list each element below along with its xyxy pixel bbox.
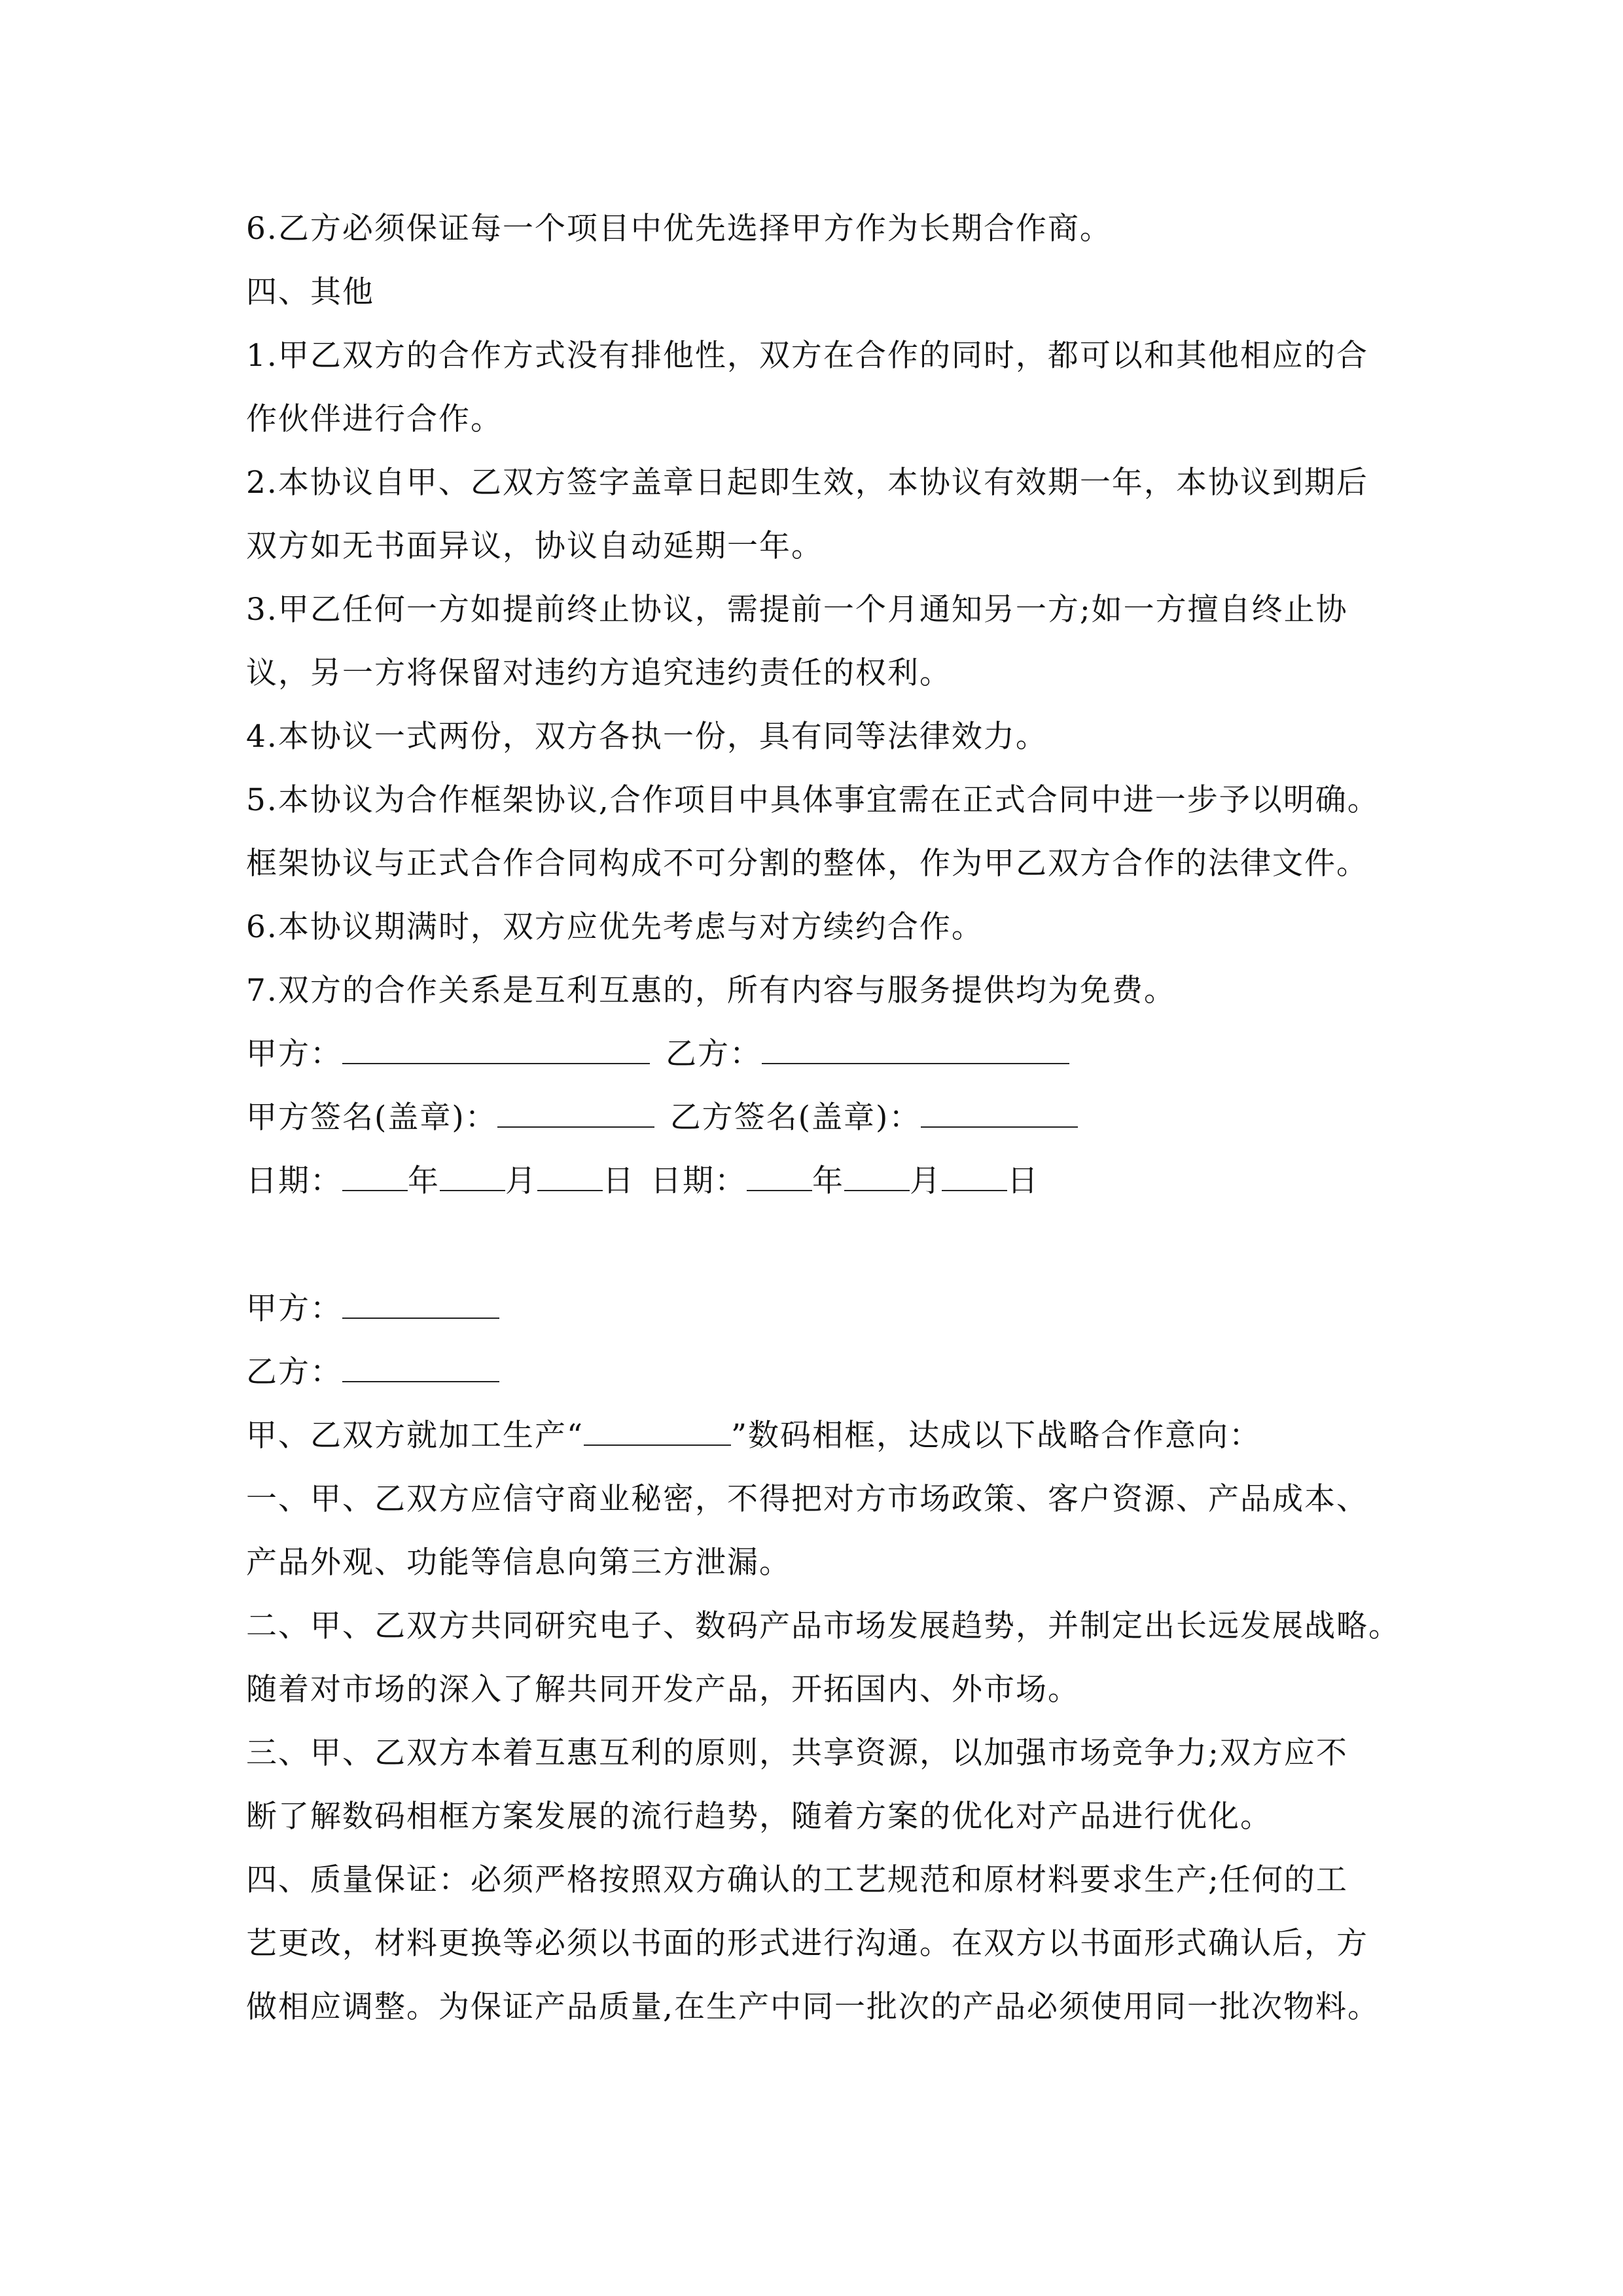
party-a-label: 甲方：	[246, 1036, 342, 1072]
section-heading: 四、其他	[246, 274, 374, 310]
party-b-blank[interactable]	[762, 1034, 1069, 1064]
signature-line	[246, 1097, 1078, 1139]
clause-text: 4.本协议一式两份，双方各执一份，具有同等法律效力。	[246, 719, 1048, 755]
party-b-label: 乙方：	[246, 1354, 342, 1390]
clause-text: 框架协议与正式合作合同构成不可分割的整体，作为甲乙双方合作的法律文件。	[246, 846, 1368, 882]
month-a-blank[interactable]	[440, 1161, 505, 1191]
party-a-blank[interactable]	[342, 1034, 650, 1064]
intro-before: 甲、乙双方就加工生产“	[246, 1418, 584, 1454]
day-b-blank[interactable]	[942, 1161, 1007, 1191]
party-a-blank[interactable]	[342, 1289, 499, 1319]
day-label: 日	[1007, 1163, 1039, 1199]
year-label: 年	[408, 1163, 440, 1199]
year-b-blank[interactable]	[747, 1161, 812, 1191]
party-b-label: 乙方：	[666, 1036, 762, 1072]
year-a-blank[interactable]	[342, 1161, 408, 1191]
party-a-label: 甲方：	[246, 1291, 342, 1327]
party-b-blank[interactable]	[342, 1352, 499, 1382]
clause-text: 作伙伴进行合作。	[246, 401, 503, 437]
clause-text: 议，另一方将保留对违约方追究违约责任的权利。	[246, 655, 952, 691]
party-b-line	[246, 1352, 499, 1393]
sign-a-blank[interactable]	[497, 1098, 654, 1128]
clause-text: 断了解数码相框方案发展的流行趋势，随着方案的优化对产品进行优化。	[246, 1799, 1272, 1835]
sign-b-label: 乙方签名(盖章)：	[669, 1100, 921, 1136]
clause-text: 二、甲、乙双方共同研究电子、数码产品市场发展趋势，并制定出长远发展战略。	[246, 1608, 1400, 1644]
clause-text: 艺更改，材料更换等必须以书面的形式进行沟通。在双方以书面形式确认后，方	[246, 1926, 1368, 1962]
intro-after: ”数码相框，达成以下战略合作意向：	[731, 1418, 1262, 1454]
party-a-line	[246, 1288, 499, 1330]
clause-text: 3.甲乙任何一方如提前终止协议，需提前一个月通知另一方;如一方擅自终止协	[246, 592, 1348, 628]
clause-text: 产品外观、功能等信息向第三方泄漏。	[246, 1545, 791, 1581]
party-line	[246, 1033, 1069, 1075]
clause-text: 一、甲、乙双方应信守商业秘密，不得把对方市场政策、客户资源、产品成本、	[246, 1481, 1368, 1517]
product-blank[interactable]	[584, 1416, 731, 1446]
clause-text: 1.甲乙双方的合作方式没有排他性，双方在合作的同时，都可以和其他相应的合	[246, 338, 1368, 374]
clause-text: 6.本协议期满时，双方应优先考虑与对方续约合作。	[246, 909, 984, 945]
intro-line	[246, 1415, 1261, 1457]
date-a-label: 日期：	[246, 1163, 342, 1199]
clause-text: 三、甲、乙双方本着互惠互利的原则，共享资源，以加强市场竞争力;双方应不	[246, 1735, 1348, 1771]
date-line	[246, 1160, 1039, 1202]
sign-a-label: 甲方签名(盖章)：	[246, 1100, 497, 1136]
sign-b-blank[interactable]	[921, 1098, 1078, 1128]
year-label: 年	[812, 1163, 844, 1199]
date-b-label: 日期：	[651, 1163, 747, 1199]
clause-text: 6.乙方必须保证每一个项目中优先选择甲方作为长期合作商。	[246, 211, 1112, 247]
clause-text: 7.双方的合作关系是互利互惠的，所有内容与服务提供均为免费。	[246, 973, 1176, 1009]
clause-text: 5.本协议为合作框架协议,合作项目中具体事宜需在正式合同中进一步予以明确。	[246, 782, 1380, 818]
month-label: 月	[910, 1163, 942, 1199]
clause-text: 2.本协议自甲、乙双方签字盖章日起即生效，本协议有效期一年，本协议到期后	[246, 465, 1368, 501]
clause-text: 双方如无书面异议，协议自动延期一年。	[246, 528, 823, 564]
month-b-blank[interactable]	[844, 1161, 910, 1191]
day-label: 日	[603, 1163, 635, 1199]
month-label: 月	[505, 1163, 537, 1199]
day-a-blank[interactable]	[537, 1161, 603, 1191]
clause-text: 做相应调整。为保证产品质量,在生产中同一批次的产品必须使用同一批次物料。	[246, 1989, 1380, 2025]
clause-text: 四、质量保证：必须严格按照双方确认的工艺规范和原材料要求生产;任何的工	[246, 1862, 1348, 1898]
clause-text: 随着对市场的深入了解共同开发产品，开拓国内、外市场。	[246, 1672, 1080, 1708]
